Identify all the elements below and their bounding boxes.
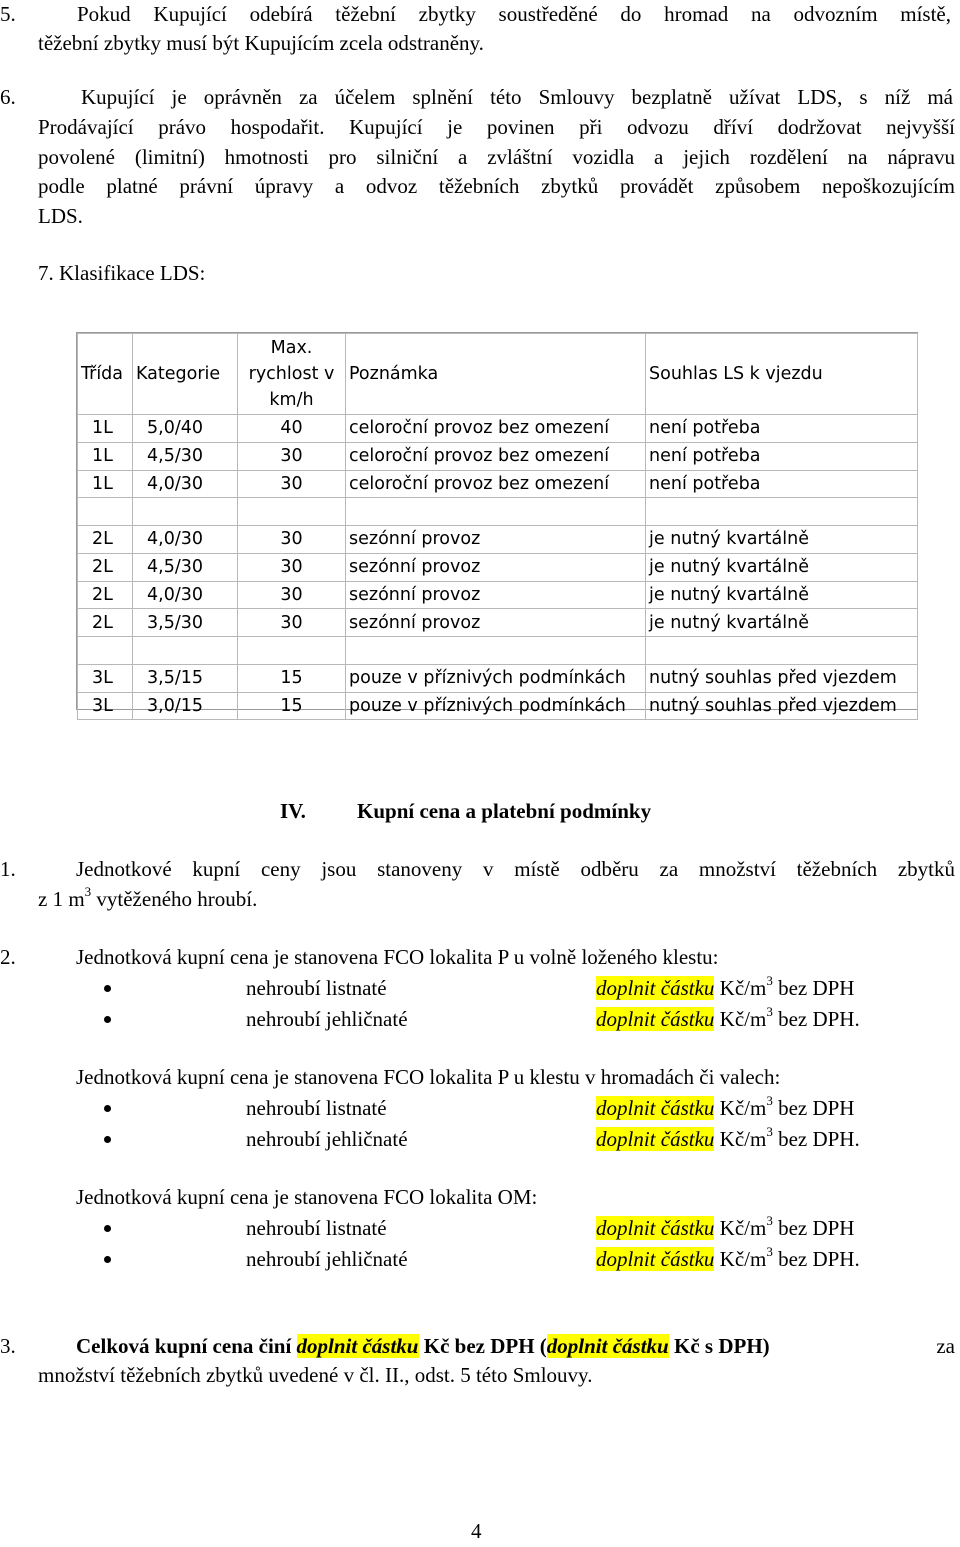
cell-trida: 3L [78, 664, 133, 692]
cell-souhlas: nutný souhlas před vjezdem [646, 692, 918, 720]
placeholder-amount-with-vat: doplnit částku [546, 1334, 669, 1358]
para-6-number: 6. [0, 85, 16, 109]
price-unit: Kč/m [714, 1247, 767, 1271]
table-header-row [78, 334, 918, 415]
item-label-jehlicnate: nehroubí jehličnaté [246, 1247, 408, 1271]
cell-souhlas: není potřeba [646, 415, 918, 443]
cell-trida [78, 637, 133, 665]
cell-souhlas: je nutný kvartálně [646, 581, 918, 609]
iv-para-2-number: 2. [0, 945, 16, 969]
table-row [78, 664, 918, 692]
cell-kategorie: 3,5/30 [133, 609, 238, 637]
para-6-line-3: povolené (limitní) hmotnosti pro silniční a zvláštní vozidla a jejich rozdělení na nápravu [38, 145, 955, 169]
total-price-vat-unit: Kč s DPH) [668, 1334, 770, 1358]
price-suffix: bez DPH. [772, 1127, 860, 1151]
superscript: 3 [766, 1244, 773, 1259]
superscript: 3 [766, 1004, 773, 1019]
cell-rychlost: 30 [238, 609, 346, 637]
cell-poznamka: sezónní provoz [346, 553, 646, 581]
cell-rychlost: 15 [238, 664, 346, 692]
cell-souhlas: není potřeba [646, 442, 918, 470]
section-iv-number: IV. [280, 799, 306, 823]
cell-souhlas: nutný souhlas před vjezdem [646, 664, 918, 692]
cell-poznamka: pouze v příznivých podmínkách [346, 664, 646, 692]
price-suffix: bez DPH [772, 1216, 855, 1240]
price-unit: Kč/m [714, 1127, 767, 1151]
table-row [78, 637, 918, 665]
table-row [78, 415, 918, 443]
cell-trida: 1L [78, 415, 133, 443]
cell-souhlas: není potřeba [646, 470, 918, 498]
cell-trida: 2L [78, 553, 133, 581]
total-price-label: Celková kupní cena činí [76, 1334, 297, 1358]
price-value [596, 1125, 860, 1155]
bullet-icon [104, 1016, 111, 1023]
iv-para-3-line-1 [76, 1332, 955, 1362]
iv-para-2-intro-1: Jednotková kupní cena je stanovena FCO lokalita P u volně loženého klestu: [76, 945, 719, 969]
iv-para-3-number: 3. [0, 1334, 16, 1358]
iv-para-1-text-a: z 1 m [38, 887, 85, 911]
cell-poznamka: celoroční provoz bez omezení [346, 470, 646, 498]
placeholder-amount: doplnit částku [596, 976, 715, 1000]
bullet-icon [104, 1136, 111, 1143]
cell-poznamka [346, 498, 646, 526]
placeholder-amount: doplnit částku [596, 1247, 715, 1271]
iv-para-3-tail: za [936, 1334, 955, 1358]
cell-rychlost: 40 [238, 415, 346, 443]
cell-poznamka: celoroční provoz bez omezení [346, 415, 646, 443]
superscript: 3 [766, 1213, 773, 1228]
cell-poznamka: celoroční provoz bez omezení [346, 442, 646, 470]
cell-kategorie: 4,0/30 [133, 581, 238, 609]
page-number: 4 [471, 1519, 482, 1543]
cell-rychlost: 30 [238, 470, 346, 498]
cell-kategorie: 5,0/40 [133, 415, 238, 443]
iv-para-2-intro-3: Jednotková kupní cena je stanovena FCO lokalita OM: [76, 1185, 538, 1209]
cell-trida: 2L [78, 526, 133, 554]
para-6-line-2: Prodávající právo hospodařit. Kupující je povinen při odvozu dříví dodržovat nejvyšší [38, 115, 955, 139]
para-6-line-5: LDS. [38, 204, 83, 228]
cell-kategorie [133, 498, 238, 526]
item-label-jehlicnate: nehroubí jehličnaté [246, 1007, 408, 1031]
superscript: 3 [766, 973, 773, 988]
cell-rychlost: 30 [238, 526, 346, 554]
cell-trida: 1L [78, 442, 133, 470]
header-trida: Třída [78, 334, 133, 415]
price-unit: Kč/m [714, 976, 767, 1000]
table-row [78, 553, 918, 581]
price-unit: Kč/m [714, 1216, 767, 1240]
cell-kategorie: 4,5/30 [133, 553, 238, 581]
cell-rychlost: 30 [238, 553, 346, 581]
iv-para-1-line-1: Jednotkové kupní ceny jsou stanoveny v místě odběru za množství těžebních zbytků [76, 857, 955, 881]
para-6-line-4: podle platné právní úpravy a odvoz těžebních zbytků provádět způsobem nepoškozujícím [38, 174, 955, 198]
cell-souhlas: je nutný kvartálně [646, 553, 918, 581]
price-value [596, 974, 854, 1004]
iv-para-1-line-2 [38, 885, 257, 915]
header-poznamka: Poznámka [346, 334, 646, 415]
cell-rychlost: 15 [238, 692, 346, 720]
table-row [78, 442, 918, 470]
bullet-icon [104, 1105, 111, 1112]
price-value [596, 1245, 860, 1275]
price-value [596, 1214, 854, 1244]
para-7-title: 7. Klasifikace LDS: [38, 261, 206, 285]
price-unit: Kč/m [714, 1096, 767, 1120]
cell-rychlost: 30 [238, 442, 346, 470]
cell-souhlas [646, 498, 918, 526]
table-row [78, 526, 918, 554]
price-unit: Kč/m [714, 1007, 767, 1031]
bullet-icon [104, 1256, 111, 1263]
placeholder-amount: doplnit částku [596, 1096, 715, 1120]
price-value [596, 1094, 854, 1124]
para-5-number: 5. [0, 2, 16, 26]
item-label-listnate: nehroubí listnaté [246, 1216, 387, 1240]
cell-souhlas [646, 637, 918, 665]
cell-trida: 2L [78, 609, 133, 637]
price-suffix: bez DPH. [772, 1247, 860, 1271]
table-row [78, 470, 918, 498]
header-souhlas: Souhlas LS k vjezdu [646, 334, 918, 415]
cell-kategorie: 3,5/15 [133, 664, 238, 692]
para-5-line-1: Pokud Kupující odebírá těžební zbytky soustředěné do hromad na odvozním místě, [77, 2, 951, 26]
cell-kategorie: 4,0/30 [133, 470, 238, 498]
cell-poznamka [346, 637, 646, 665]
para-5-line-2: těžební zbytky musí být Kupujícím zcela odstraněny. [38, 31, 484, 55]
cell-poznamka: sezónní provoz [346, 609, 646, 637]
placeholder-amount-without-vat: doplnit částku [296, 1334, 419, 1358]
item-label-listnate: nehroubí listnaté [246, 976, 387, 1000]
cell-kategorie [133, 637, 238, 665]
superscript: 3 [84, 884, 92, 899]
cell-rychlost [238, 498, 346, 526]
total-price-unit: Kč bez DPH ( [418, 1334, 547, 1358]
iv-para-1-number: 1. [0, 857, 16, 881]
cell-poznamka: sezónní provoz [346, 581, 646, 609]
table-row [78, 498, 918, 526]
section-iv-title: Kupní cena a platební podmínky [357, 799, 652, 823]
superscript: 3 [766, 1093, 773, 1108]
cell-kategorie: 4,0/30 [133, 526, 238, 554]
price-suffix: bez DPH [772, 976, 855, 1000]
price-suffix: bez DPH. [772, 1007, 860, 1031]
cell-trida: 3L [78, 692, 133, 720]
placeholder-amount: doplnit částku [596, 1127, 715, 1151]
lds-classification-table [76, 332, 918, 716]
table-row [78, 609, 918, 637]
iv-para-1-text-b: vytěženého hroubí. [91, 887, 258, 911]
header-rychlost: Max. rychlost v km/h [238, 334, 346, 415]
cell-trida: 1L [78, 470, 133, 498]
cell-poznamka: pouze v příznivých podmínkách [346, 692, 646, 720]
placeholder-amount: doplnit částku [596, 1216, 715, 1240]
cell-kategorie: 4,5/30 [133, 442, 238, 470]
table-row [78, 581, 918, 609]
cell-rychlost [238, 637, 346, 665]
iv-para-2-intro-2: Jednotková kupní cena je stanovena FCO lokalita P u klestu v hromadách či valech: [76, 1065, 781, 1089]
bullet-icon [104, 1225, 111, 1232]
para-6-line-1: Kupující je oprávněn za účelem splnění této Smlouvy bezplatně užívat LDS, s níž má [81, 85, 953, 109]
item-label-listnate: nehroubí listnaté [246, 1096, 387, 1120]
iv-para-3-line-2: množství těžebních zbytků uvedené v čl. II., odst. 5 této Smlouvy. [38, 1363, 593, 1387]
bullet-icon [104, 985, 111, 992]
item-label-jehlicnate: nehroubí jehličnaté [246, 1127, 408, 1151]
cell-trida [78, 498, 133, 526]
cell-poznamka: sezónní provoz [346, 526, 646, 554]
cell-kategorie: 3,0/15 [133, 692, 238, 720]
cell-souhlas: je nutný kvartálně [646, 609, 918, 637]
table-row [78, 692, 918, 720]
header-kategorie: Kategorie [133, 334, 238, 415]
superscript: 3 [766, 1124, 773, 1139]
iv-para-3-main [76, 1332, 770, 1362]
price-value [596, 1005, 860, 1035]
cell-souhlas: je nutný kvartálně [646, 526, 918, 554]
cell-trida: 2L [78, 581, 133, 609]
cell-rychlost: 30 [238, 581, 346, 609]
price-suffix: bez DPH [772, 1096, 855, 1120]
placeholder-amount: doplnit částku [596, 1007, 715, 1031]
